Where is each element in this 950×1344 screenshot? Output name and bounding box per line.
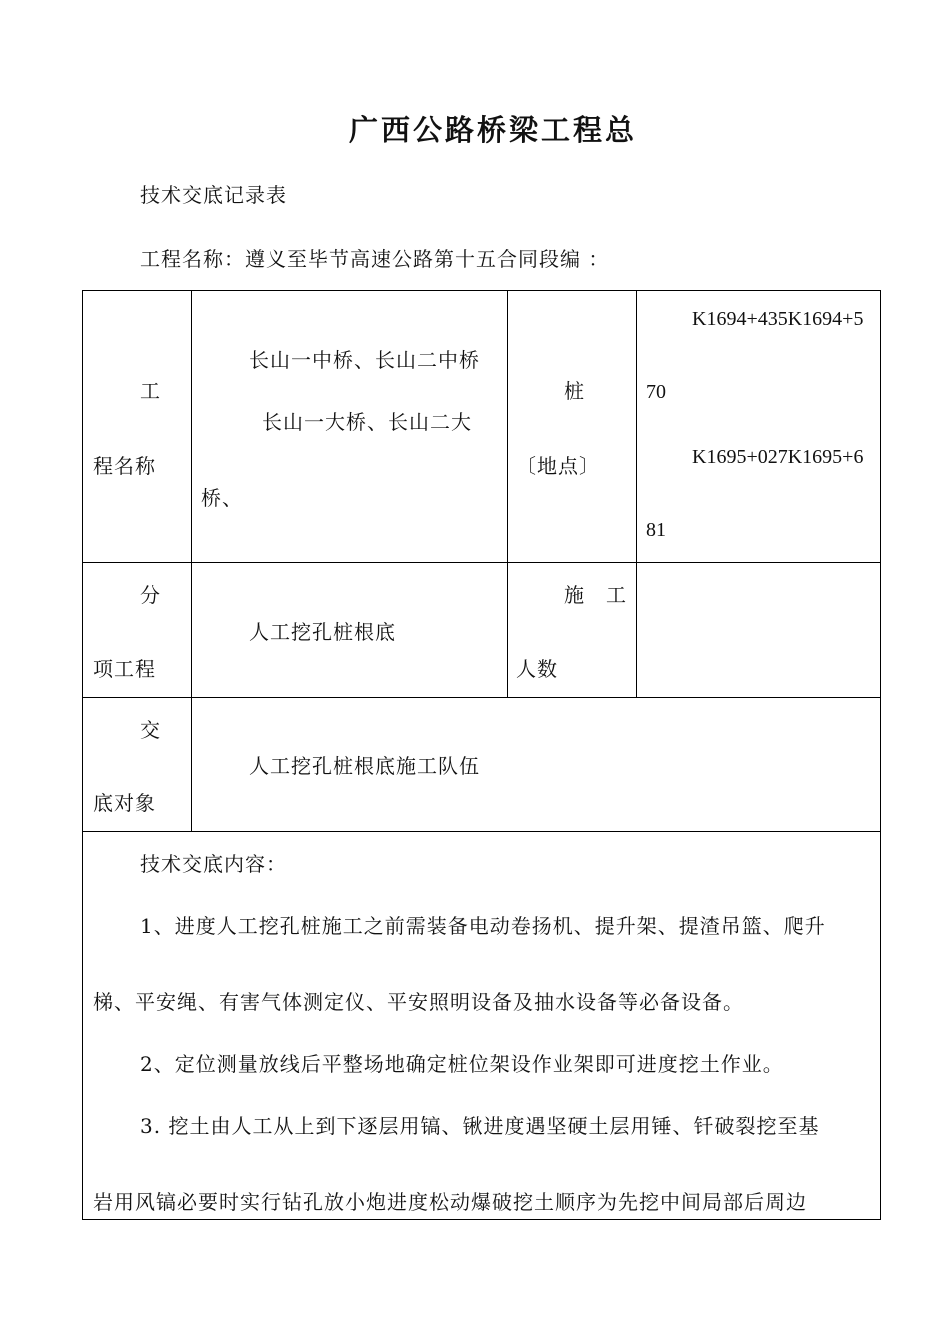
col-divider-label — [191, 290, 192, 832]
content-p2: 2、定位测量放线后平整场地确定桩位架设作业架即可进度挖土作业。 — [140, 1052, 784, 1076]
station-label-part2: 〔地点〕 — [516, 454, 600, 478]
station-label-part1: 桩 — [564, 379, 585, 403]
station-line2: 70 — [646, 381, 666, 403]
row1-value-line3: 桥、 — [201, 486, 243, 510]
station-line3: K1695+027K1695+6 — [692, 446, 864, 468]
document-subtitle: 技术交底记录表 — [140, 183, 287, 207]
content-p1-line2: 梯、平安绳、有害气体测定仪、平安照明设备及抽水设备等必备设备。 — [93, 990, 744, 1014]
row-divider-3 — [82, 831, 881, 832]
row2-label-part1: 分 — [140, 583, 161, 607]
row2-value: 人工挖孔桩根底 — [249, 620, 396, 644]
col-divider-mid — [507, 290, 508, 698]
workers-label-part1: 施 工 — [564, 583, 627, 607]
table-border-bottom — [82, 1219, 881, 1220]
row3-value: 人工挖孔桩根底施工队伍 — [249, 754, 480, 778]
project-name-line: 工程名称：遵义至毕节高速公路第十五合同段编 ： — [140, 247, 610, 271]
station-line1: K1694+435K1694+5 — [692, 308, 864, 330]
content-p3-line2: 岩用风镐必要时实行钻孔放小炮进度松动爆破挖土顺序为先挖中间局部后周边 — [93, 1190, 807, 1214]
col-divider-right — [636, 290, 637, 698]
station-line4: 81 — [646, 519, 666, 541]
table-border-right — [880, 290, 881, 1220]
row-divider-1 — [82, 562, 881, 563]
workers-label-part2: 人数 — [516, 657, 558, 681]
row1-label-part2: 程名称 — [93, 454, 156, 478]
content-p1-line1: 1、进度人工挖孔桩施工之前需装备电动卷扬机、提升架、提渣吊篮、爬升 — [140, 914, 826, 938]
content-p3-line1: 3. 挖土由人工从上到下逐层用镐、锹进度遇坚硬土层用锤、钎破裂挖至基 — [140, 1114, 820, 1138]
row1-value-line2: 长山一大桥、长山二大 — [262, 410, 472, 434]
row2-label-part2: 项工程 — [93, 657, 156, 681]
row1-value-line1: 长山一中桥、长山二中桥 — [249, 348, 480, 372]
row-divider-2 — [82, 697, 881, 698]
table-border-left — [82, 290, 83, 1220]
table-border-top — [82, 290, 881, 291]
content-heading: 技术交底内容： — [140, 852, 287, 876]
row1-label-part1: 工 — [140, 379, 161, 403]
document-title: 广西公路桥梁工程总 — [349, 113, 638, 147]
row3-label-part1: 交 — [140, 718, 161, 742]
row3-label-part2: 底对象 — [93, 791, 156, 815]
